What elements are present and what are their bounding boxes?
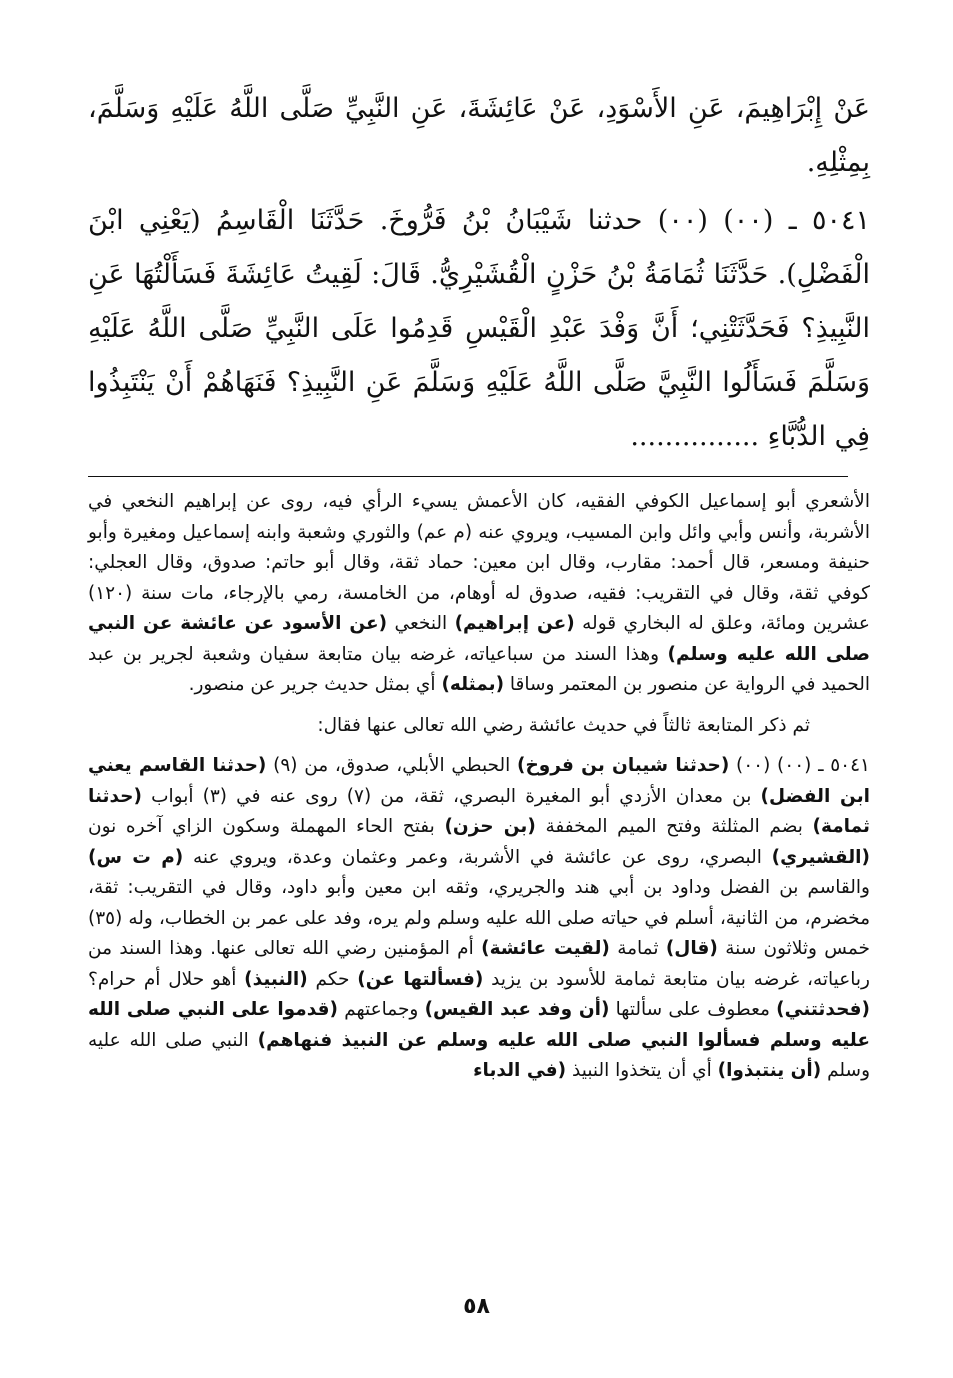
hadith-previous-tail: عَنْ إِبْرَاهِيمَ، عَنِ الأَسْوَدِ، عَنْ عَائِشَةَ، عَنِ النَّبِيِّ صَلَّى اللَّهُ عَلَيْهِ وَسَلَّمَ، بِمِثْلِهِ. xyxy=(88,93,870,178)
commentary-text: ٥٠٤١ ـ (٠٠) (٠٠) xyxy=(736,755,870,776)
commentary-quote: (أن ينتبذوا) xyxy=(717,1060,822,1081)
commentary-text: بن معدان الأزدي أبو المغيرة البصري، ثقة، من (٧) روى عنه في (٣) أبواب xyxy=(151,785,752,807)
commentary-quote: (حدثنا ثمامة) xyxy=(88,785,870,837)
commentary-quote: (قال) xyxy=(665,938,718,959)
commentary-quote: (فحدثتني) xyxy=(776,999,870,1020)
hadith-5041-text: ٥٠٤١ ـ (٠٠) (٠٠) حدثنا شَيْبَانُ بْنُ فَرُّوخَ. حَدَّثَنَا الْقَاسِمُ (يَعْنِي ابْنَ الْفَضْلِ). حَدَّثَنَا ثُمَامَةُ بْنُ حَزْنٍ الْقُشَيْرِيُّ. قَالَ: لَقِيتُ عَائِشَةَ فَسَأَلْتُهَا عَنِ النَّبِيذِ؟ فَحَدَّثَتْنِي؛ أَنَّ وَفْدَ عَبْدِ الْقَيْسِ قَدِمُوا عَلَى النَّبِيِّ صَلَّى اللَّهُ عَلَيْهِ وَسَلَّمَ فَسَأَلُوا النَّبِيَّ صَلَّى اللَّهُ عَلَيْهِ وَسَلَّمَ عَنِ النَّبِيذِ؟ فَنَهَاهُمْ أَنْ يَنْتَبِذُوا فِي الدُّبَّاءِ ............... xyxy=(88,205,870,452)
commentary-section xyxy=(88,487,870,1087)
commentary-quote: (النبيذ) xyxy=(244,968,308,990)
commentary-quote: (عن الأسود عن عائشة عن النبي صلى الله عليه وسلم) xyxy=(88,613,870,665)
commentary-quote: (القشيري) xyxy=(771,846,870,868)
commentary-text: أي بمثل حديث جرير عن منصور. xyxy=(188,674,436,695)
commentary-quote: (عن إبراهيم) xyxy=(454,613,575,634)
commentary-quote: (حدثنا القاسم يعني ابن الفضل) xyxy=(88,755,870,807)
commentary-quote: (م ت س) xyxy=(88,846,184,868)
commentary-quote: (فسألتها عن) xyxy=(357,968,484,990)
commentary-quote: (بمثله) xyxy=(441,674,505,695)
commentary-text: الحبطي الأبلي، صدوق، من (٩) xyxy=(273,755,511,776)
commentary-quote: (لقيت عائشة) xyxy=(481,938,610,959)
footnote-divider xyxy=(88,476,848,477)
commentary-text: أم المؤمنين رضي الله تعالى عنها. وهذا السند من رباعياته، غرضه بيان متابعة ثمامة للأسود بن يزيد xyxy=(88,938,870,990)
commentary-text: بفتح الحاء المهملة وسكون الزاي آخره نون xyxy=(88,816,435,837)
commentary-text: النخعي xyxy=(394,613,448,634)
commentary-text: الأشعري أبو إسماعيل الكوفي الفقيه، كان الأعمش يسيء الرأي فيه، روى عن إبراهيم النخعي في الأشربة، وأنس وأبي وائل وابن المسيب، ويروي عنه (م عم) والثوري وشعبة وابنه إسماعيل ومغيرة وأبو حنيفة ومسعر، قال أحمد: مقارب، وقال ابن معين: حماد ثقة، وقال أبو حاتم: صدوق، وقال العجلي: كوفي ثقة، وقال في التقريب: فقيه، صدوق له أوهام، من الخامسة، رمي بالإرجاء، مات سنة (١٢٠) عشرين ومائة، وعلق له البخاري قوله xyxy=(88,491,870,634)
page-number: ٥٨ xyxy=(463,1294,490,1319)
commentary-quote: (قدموا على النبي صلى الله عليه وسلم فسألوا النبي صلى الله عليه وسلم عن النبيذ فنهاهم) xyxy=(88,999,870,1051)
commentary-text: ثمامة xyxy=(617,938,659,959)
commentary-text: حكم xyxy=(315,968,350,990)
commentary-paragraph-3 xyxy=(88,751,870,1087)
commentary-text: وجماعتهم xyxy=(344,999,419,1020)
commentary-quote: (أن وفد عبد القيس) xyxy=(424,999,610,1020)
commentary-text: والقاسم بن الفضل وداود بن أبي هند والجريري، وثقه ابن معين وأبو داود، وقال في التقريب: ثقة، مخضرم، من الثانية، أسلم في حياته صلى الله عليه وسلم ولم يره، وفد على عمر بن الخطاب، وله (٣٥) خمس وثلاثون سنة xyxy=(88,877,870,959)
commentary-text: النبي صلى الله عليه وسلم xyxy=(88,1029,870,1081)
commentary-text: بضم المثلثة وفتح الميم المخففة xyxy=(545,816,803,837)
commentary-paragraph-2: ثم ذكر المتابعة ثالثاً في حديث عائشة رضي الله تعالى عنها فقال: xyxy=(317,714,810,736)
commentary-quote: (بن حزن) xyxy=(444,816,536,837)
commentary-text: وهذا السند من سباعياته، غرضه بيان متابعة سفيان وشعبة لجرير بن عبد الحميد في الرواية عن منصور بن المعتمر وساقا xyxy=(88,643,870,695)
commentary-text: معطوف على سألتها xyxy=(615,999,770,1020)
hadith-text-section xyxy=(88,82,870,464)
commentary-quote: (في الدباء xyxy=(473,1060,567,1081)
commentary-text: أي أن يتخذوا النبيذ xyxy=(572,1060,712,1081)
commentary-quote: (حدثنا شيبان بن فروخ) xyxy=(517,755,730,776)
commentary-text: أهو حلال أم حرام؟ xyxy=(88,968,237,990)
commentary-text: البصري، روى عن عائشة في الأشربة، وعمر وعثمان وعدة، ويروي عنه xyxy=(192,846,762,868)
book-page xyxy=(88,82,870,1097)
commentary-paragraph-1 xyxy=(88,487,870,701)
